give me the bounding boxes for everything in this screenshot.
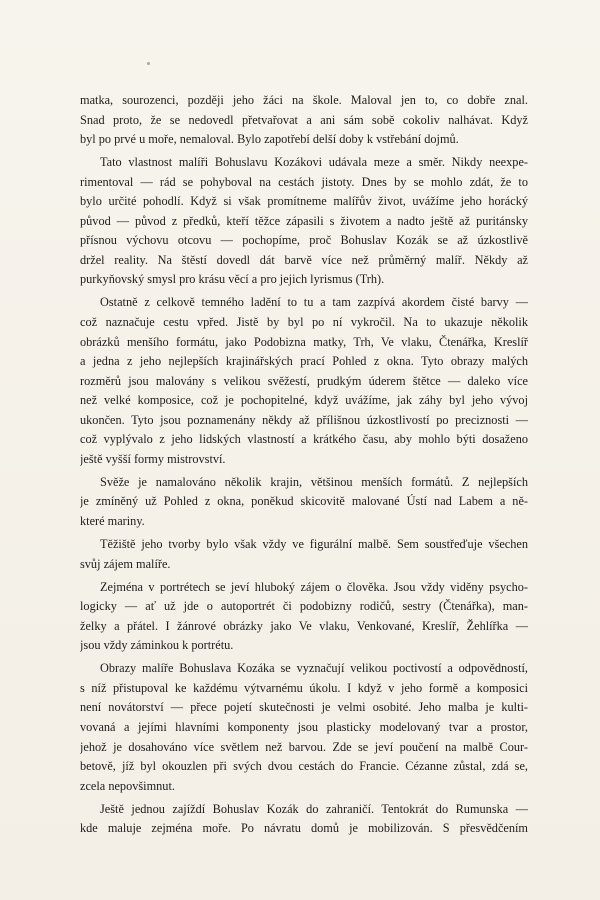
paragraph — [80, 293, 528, 469]
text-line: bylo určité pohodlí. Když si však promítneme malířův život, uvážíme jeho horácký — [80, 194, 528, 209]
text-line: což vyplývalo z jeho lidských vlastností a krátkého času, aby mohlo býti dosaženo — [80, 432, 528, 447]
text-line: není novátorství — přece pojetí skutečnosti je velmi osobité. Jeho malba je kulti- — [80, 700, 528, 715]
text-line: a jedna z jeho nejlepších krajinářských prací Pohled z okna. Tyto obrazy malých — [80, 354, 528, 369]
text-line: Tato vlastnost malíři Bohuslavu Kozákovi udávala meze a směr. Nikdy neexpe- — [100, 155, 528, 170]
text-line: což naznačuje cestu vpřed. Jistě by byl po ní vykročil. Na to ukazuje několik — [80, 315, 528, 330]
paragraph — [80, 473, 528, 532]
text-line: kde maluje zejména moře. Po návratu domů je mobilizován. S přesvědčením — [80, 821, 528, 836]
text-line: ukončen. Tyto jsou poznamenány někdy až přílišnou úzkostlivostí po preciznosti — — [80, 412, 528, 427]
text-line: zcela nepovšimnut. — [80, 778, 175, 793]
text-line: s níž přistupoval ke každému výtvarnému úkolu. I když v jeho formě a komposici — [80, 680, 528, 695]
text-line: jsou vždy záminkou k portrétu. — [80, 638, 234, 653]
text-line: ještě vyšší formy mistrovství. — [80, 451, 226, 466]
text-line: jehož je dosahováno více světlem než barvou. Zde se jeví poučení na malbě Cour- — [80, 739, 528, 754]
paragraph — [80, 578, 528, 656]
text-line: betově, jíž byl okouzlen při svých dvou cestách do Francie. Cézanne zůstal, zdá se, — [80, 759, 528, 774]
text-line: logicky — ať už jde o autoportrét či podobizny rodičů, sestry (Čtenářka), man- — [80, 599, 528, 614]
paper-speck — [147, 62, 150, 65]
paragraph — [80, 659, 528, 796]
text-line: obrázků menšího formátu, jako Podobizna matky, Trh, Ve vlaku, Čtenářka, Kreslíř — [80, 334, 528, 349]
text-line: Snad proto, že se nedovedl přetvařovat a ani sám sobě cokoliv nalhávat. Když — [80, 112, 528, 127]
text-line: svůj zájem malíře. — [80, 556, 171, 571]
text-line: než velké komposice, což je pochopitelné, když uvážíme, jak záhy byl jeho vývoj — [80, 393, 528, 408]
text-line: držel reality. Na štěstí dovedl dát barvě více než průměrný malíř. Někdy až — [80, 252, 528, 267]
text-line: původ — původ z předků, kteří těžce zápasili s životem a nadto ještě až puritánsky — [80, 213, 528, 228]
text-line: byl po prvé u moře, nemaloval. Bylo zapotřebí delší doby k vstřebání dojmů. — [80, 132, 459, 147]
text-line: Svěže je namalováno několik krajin, většinou menších formátů. Z nejlepších — [100, 474, 528, 489]
text-line: přísnou výchovu otcovu — pochopíme, proč Bohuslav Kozák se až úzkostlivě — [80, 233, 528, 248]
text-line: Obrazy malíře Bohuslava Kozáka se vyznačují velikou poctivostí a odpovědností, — [100, 661, 528, 676]
text-line: vovaná a jejími hlavními komponenty jsou plasticky modelovaný tvar a prostor, — [80, 719, 528, 734]
text-line: matka, sourozenci, později jeho žáci na škole. Maloval jen to, co dobře znal. — [80, 93, 528, 107]
text-line: Zejména v portrétech se jeví hluboký zájem o člověka. Jsou vždy viděny psycho- — [100, 579, 528, 594]
text-line: rimentoval — rád se pohyboval na cestách jistoty. Dnes by se mohlo zdát, že to — [80, 174, 528, 189]
text-line: rozměrů jsou malovány s velikou svěžestí, prudkým úderem štětce — daleko více — [80, 373, 528, 388]
paragraph — [80, 91, 528, 150]
text-line: Těžiště jeho tvorby bylo však vždy ve figurální malbě. Sem soustřeďuje všechen — [100, 537, 528, 552]
text-line: které mariny. — [80, 513, 145, 528]
text-line: Ostatně z celkově temného ladění to tu a tam zazpívá akordem čisté barvy — — [100, 295, 528, 310]
text-line: je zmíněný už Pohled z okna, poněkud skicovitě malované Ústí nad Labem a ně- — [80, 494, 528, 509]
text-line: Ještě jednou zajíždí Bohuslav Kozák do zahraničí. Tentokrát do Rumunska — — [100, 801, 528, 816]
text-line: želky a přátel. I žánrové obrázky jako Ve vlaku, Venkované, Kreslíř, Žehlířka — — [80, 618, 528, 633]
paragraph — [80, 153, 528, 290]
body-text — [80, 91, 528, 839]
paragraph — [80, 535, 528, 574]
text-line: purkyňovský smysl pro krásu věcí a pro jejich lyrismus (Trh). — [80, 272, 385, 287]
paragraph — [80, 800, 528, 839]
